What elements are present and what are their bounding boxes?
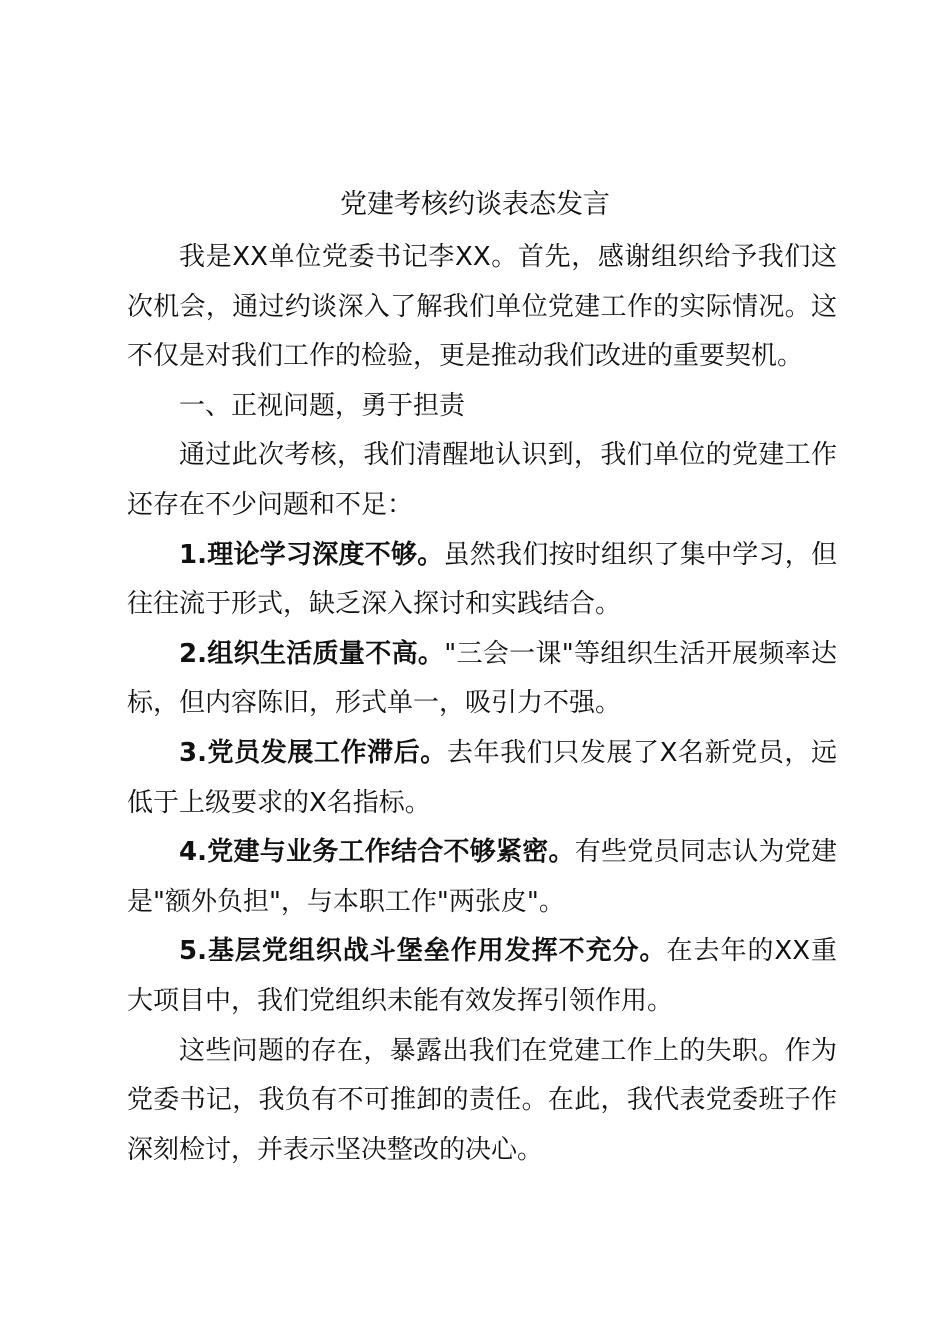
issue-text: "三会一课"等组织生活开展频率达标，但内容陈旧，形式单一，吸引力不强。 <box>127 638 838 719</box>
issue-heading: 5.基层党组织战斗堡垒作用发挥不充分。 <box>179 936 667 967</box>
issue-paragraph-1 <box>127 531 837 630</box>
closing-paragraph: 这些问题的存在，暴露出我们在党建工作上的失职。作为党委书记，我负有不可推卸的责任。在此，我代表党委班子作深刻检讨，并表示坚决整改的决心。 <box>127 1035 837 1165</box>
issue-heading: 3.党员发展工作滞后。 <box>179 737 447 768</box>
issue-text: 有些党员同志认为党建是"额外负担"，与本职工作"两张皮"。 <box>127 837 837 917</box>
document-body <box>127 233 837 1175</box>
issue-text: 虽然我们按时组织了集中学习，但往往流于形式，缺乏深入探讨和实践结合。 <box>127 539 837 620</box>
issue-text: 去年我们只发展了X名新党员，远低于上级要求的X名指标。 <box>127 737 838 818</box>
issue-text: 在去年的XX重大项目中，我们党组织未能有效发挥引领作用。 <box>127 936 838 1016</box>
intro-paragraph: 我是XX单位党委书记李XX。首先，感谢组织给予我们这次机会，通过约谈深入了解我们单位党建工作的实际情况。这不仅是对我们工作的检验，更是推动我们改进的重要契机。 <box>127 242 837 372</box>
issue-heading: 2.组织生活质量不高。 <box>179 638 445 669</box>
issue-paragraph-2 <box>127 630 837 729</box>
issue-paragraph-5 <box>127 927 837 1026</box>
section-lead-paragraph: 通过此次考核，我们清醒地认识到，我们单位的党建工作还存在不少问题和不足： <box>127 440 837 520</box>
issue-heading: 1.理论学习深度不够。 <box>179 539 444 570</box>
document-title: 党建考核约谈表态发言 <box>340 189 610 220</box>
issue-heading: 4.党建与业务工作结合不够紧密。 <box>179 837 575 868</box>
issue-paragraph-3 <box>127 729 837 828</box>
section-heading: 一、正视问题，勇于担责 <box>179 390 466 421</box>
issue-paragraph-4 <box>127 828 837 927</box>
